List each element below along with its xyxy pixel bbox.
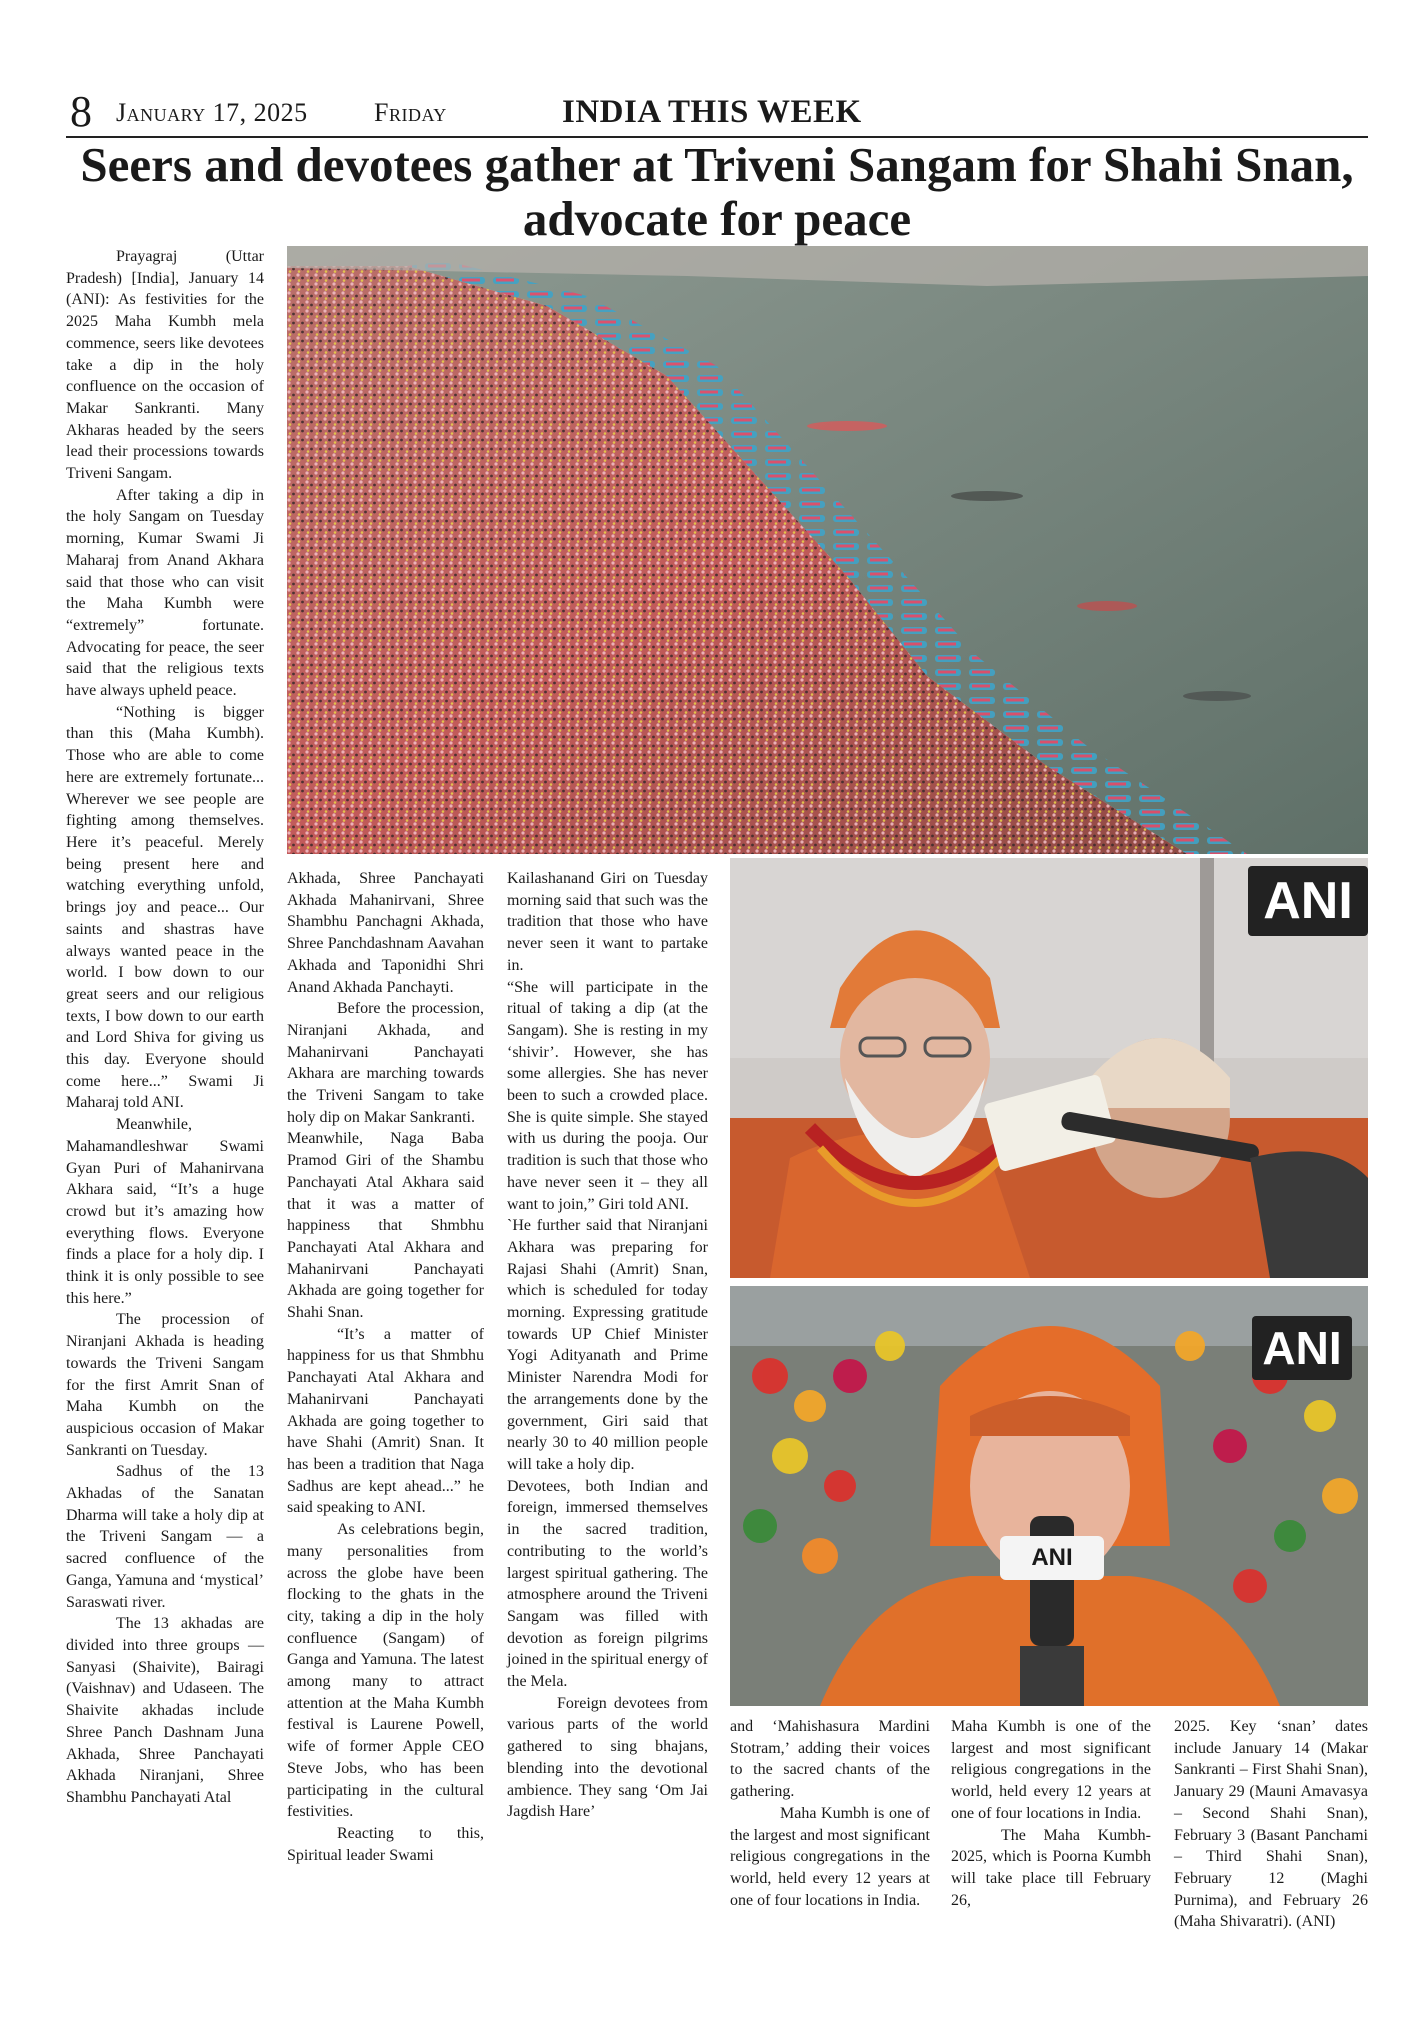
article-column-2: [287, 868, 484, 1948]
issue-day: Friday: [374, 98, 447, 127]
paragraph: Before the procession, Niranjani Akhada, and Mahanirvani Panchayati Akhara are marching towards the Triveni Sangam to take holy dip on Makar Sankranti.: [287, 1000, 484, 1126]
paragraph: “Nothing is bigger than this (Maha Kumbh). Those who are able to come here are extremely fortunate... Wherever we see people are fighting among themselves. Here it’s peaceful. Merely being present here and watching everything unfold, brings joy and peace... Our saints and shastras have always wanted peace in the world. I bow down to our great seers and our religious texts, I bow down to our earth and Lord Shiva for giving us this day. Everyone should come here...” Swami Ji Maharaj told ANI.: [66, 703, 264, 1112]
paragraph: “It’s a matter of happiness for us that Shmbhu Panchayati Atal Akhara and Mahanirvani Panchayati Akhada are going together to have Shahi (Amrit) Snan. It has been a tradition that Naga Sadhus are kept ahead...” he said speaking to ANI.: [287, 1325, 484, 1517]
article-column-5: [951, 1716, 1151, 1946]
paragraph: Prayagraj (Uttar Pradesh) [India], January 14 (ANI): As festivities for the 2025 Maha Kumbh mela commence, seers like devotees take a dip in the holy confluence on the occasion of Makar Sankranti. Many Akharas headed by the seers lead their processions towards Triveni Sangam.: [66, 248, 264, 483]
article-column-3: [507, 868, 708, 1948]
ani-logo-badge: ANI: [1248, 866, 1368, 936]
microphone-ani-label: ANI: [1031, 1544, 1073, 1571]
paragraph: “She will participate in the ritual of taking a dip (at the Sangam). She is resting in my ‘shivir’. However, she has some allergies. She has never been to such a crowded place. She is quite simple. She stayed with us during the pooja. Our tradition is such that those who have never seen it – they all want to join,” Giri told ANI.: [507, 978, 708, 1213]
paragraph: Kailashanand Giri on Tuesday morning said that such was the tradition that those who have never seen it want to partake in.: [507, 870, 708, 974]
seer-speaking-photo: [730, 858, 1368, 1278]
paragraph: Maha Kumbh is one of the largest and most significant religious congregations in the world, held every 12 years at one of four locations in India.: [951, 1718, 1151, 1822]
paragraph: As celebrations begin, many personalities from across the globe have been flocking to the ghats in the city, taking a dip in the holy confluence (Sangam) of Ganga and Yamuna. The latest among many to attract attention at the Maha Kumbh festival is Laurene Powell, wife of former Apple CEO Steve Jobs, who has been participating in the cultural festivities.: [287, 1521, 484, 1821]
ani-logo-badge: ANI: [1252, 1316, 1352, 1380]
paragraph: After taking a dip in the holy Sangam on Tuesday morning, Kumar Swami Ji Maharaj from Anand Akhara said that those who can visit the Maha Kumbh were “extremely” fortunate. Advocating for peace, the seer said that the religious texts have always upheld peace.: [66, 486, 264, 700]
article-column-1: [66, 246, 264, 1946]
paragraph: 2025. Key ‘snan’ dates include January 14 (Makar Sankranti – First Shahi Snan), January 29 (Mauni Amavasya – Second Shahi Snan), February 3 (Basant Panchami – Third Shahi Snan), February 12 (Maghi Purnima), and February 26 (Maha Shivaratri). (ANI): [1174, 1718, 1368, 1931]
paragraph: Foreign devotees from various parts of the world gathered to sing bhajans, blending into the devotional ambience. They sang ‘Om Jai Jagdish Hare’: [507, 1694, 708, 1821]
article-column-6: [1174, 1716, 1368, 1946]
crowd-aerial-illustration: [287, 246, 1368, 854]
paragraph: Akhada, Shree Panchayati Akhada Mahanirvani, Shree Shambhu Panchagni Akhada, Shree Panchdashnam Aavahan Akhada and Taponidhi Shri Anand Akhada Panchayti.: [287, 870, 484, 996]
publication-name: INDIA THIS WEEK: [562, 94, 862, 130]
paragraph: Meanwhile, Mahamandleshwar Swami Gyan Puri of Mahanirvana Akhara said, “It’s a huge crowd but it’s amazing how everything flows. Everyone finds a place for a holy dip. I think it is only possible to see this here.”: [66, 1116, 264, 1307]
paragraph: Maha Kumbh is one of the largest and most significant religious congregations in the world, held every 12 years at one of four locations in India.: [730, 1804, 930, 1909]
paragraph: and ‘Mahishasura Mardini Stotram,’ adding their voices to the sacred chants of the gathering.: [730, 1718, 930, 1801]
article-headline: Seers and devotees gather at Triveni Sangam for Shahi Snan, advocate for peace: [80, 137, 1354, 246]
paragraph: The procession of Niranjani Akhada is heading towards the Triveni Sangam for the first Amrit Snan of Maha Kumbh on the auspicious occasion of Makar Sankranti on Tuesday.: [66, 1311, 264, 1459]
paragraph: Sadhus of the 13 Akhadas of the Sanatan Dharma will take a holy dip at the Triveni Sangam — a sacred confluence of the Ganga, Yamuna and ‘mystical’ Saraswati river.: [66, 1463, 264, 1611]
paragraph: The 13 akhadas are divided into three groups — Sanyasi (Shaivite), Bairagi (Vaishnav) and Udaseen. The Shaivite akhadas include Shree Panch Dashnam Juna Akhada, Shree Panchayati Akhada Niranjani, Shree Shambhu Panchayati Atal: [66, 1615, 264, 1806]
page-number: 8: [70, 87, 92, 136]
article-column-4: [730, 1716, 930, 1946]
paragraph: The Maha Kumbh-2025, which is Poorna Kumbh will take place till February 26,: [951, 1826, 1151, 1909]
paragraph: `He further said that Niranjani Akhara was preparing for Rajasi Shahi (Amrit) Snan, which is scheduled for today morning. Expressing gratitude towards UP Chief Minister Yogi Adityanath and Prime Minister Narendra Modi for the arrangements done by the government, Giri said that nearly 30 to 40 million people will take a holy dip.: [507, 1217, 708, 1473]
seer-with-microphone-photo: [730, 1286, 1368, 1706]
paragraph: Reacting to this, Spiritual leader Swami: [287, 1824, 484, 1864]
masthead: [66, 88, 1368, 138]
paragraph: Meanwhile, Naga Baba Pramod Giri of the Shambu Panchayati Atal Akhara said that it was a matter of happiness that Shmbhu Panchayati Atal Akhara and Mahanirvani Panchayati Akhada are going together for Shahi Snan.: [287, 1130, 484, 1322]
crowd-aerial-photo: [287, 246, 1368, 854]
paragraph: Devotees, both Indian and foreign, immersed themselves in the sacred tradition, contributing to the world’s largest spiritual gathering. The atmosphere around the Triveni Sangam was filled with devotion as foreign pilgrims joined in the spiritual energy of the Mela.: [507, 1477, 708, 1691]
issue-date: January 17, 2025: [116, 98, 308, 127]
